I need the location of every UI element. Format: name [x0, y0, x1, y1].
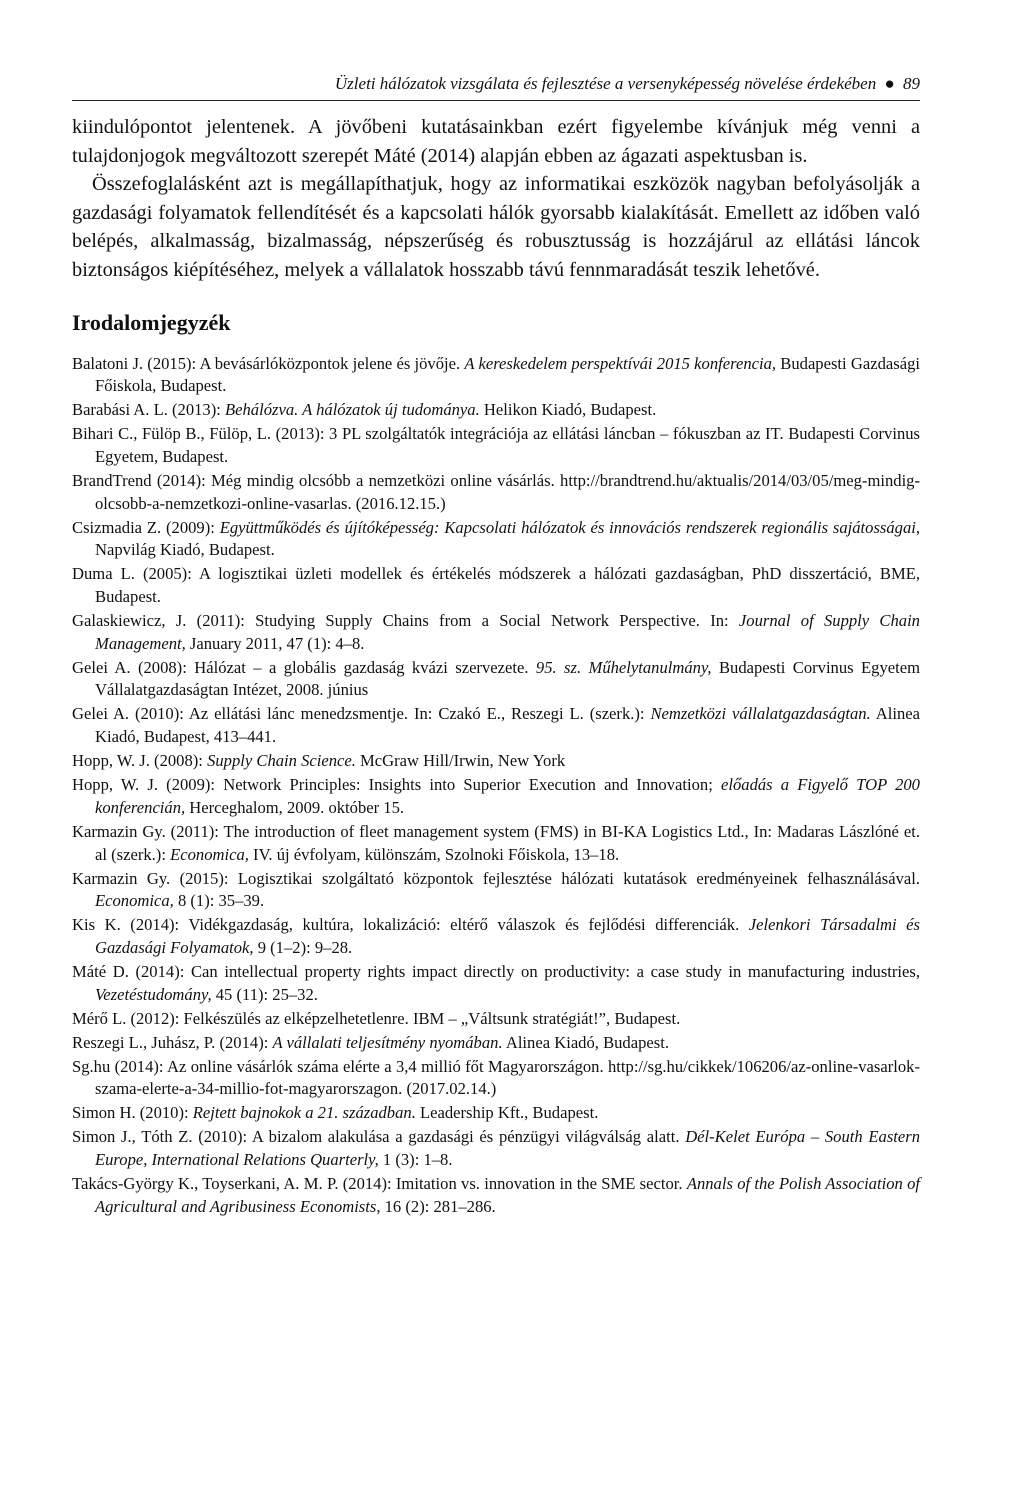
reference-text: Kis K. (2014): Vidékgazdaság, kultúra, lokalizáció: eltérő válaszok és fejlődési differenciák. [72, 915, 749, 935]
body-text [72, 113, 920, 285]
reference-item [72, 353, 920, 398]
paragraph-continuation: kiindulópontot jelentenek. A jövőbeni kutatásainkban ezért figyelembe kívánjuk még venni a tulajdonjogok megváltozott szerepét Máté (2014) alapján ebben az ágazati aspektusban is. [72, 116, 920, 167]
reference-text: Reszegi L., Juhász, P. (2014): [72, 1032, 273, 1052]
reference-text: IV. új évfolyam, különszám, Szolnoki Főiskola, 13–18. [248, 844, 620, 864]
reference-text: Csizmadia Z. (2009): [72, 517, 220, 537]
reference-text: Hopp, W. J. (2008): [72, 751, 208, 771]
reference-title: Economica, [95, 891, 174, 911]
reference-text: January 2011, 47 (1): 4–8. [185, 633, 365, 653]
reference-title: Dél-Kelet Európa – South Eastern Europe, International Relations Quarterly, [95, 1127, 921, 1170]
reference-item [72, 517, 920, 562]
reference-text: Gelei A. (2010): Az ellátási lánc menedzsmentje. In: Czakó E., Reszegi L. (szerk.): [72, 704, 651, 724]
document-page [72, 72, 920, 1220]
reference-text: 16 (2): 281–286. [380, 1196, 496, 1216]
reference-title: 95. sz. Műhelytanulmány, [535, 657, 712, 677]
bullet-icon: ● [884, 74, 895, 93]
reference-item [72, 1008, 920, 1031]
reference-item [72, 423, 920, 468]
reference-title: Vezetéstudomány, [95, 984, 212, 1004]
reference-text: Simon H. (2010): [72, 1103, 193, 1123]
reference-item [72, 750, 920, 773]
reference-text: 45 (11): 25–32. [211, 984, 318, 1004]
reference-title: előadás a Figyelő TOP 200 konferencián, [95, 775, 920, 817]
reference-title: Journal of Supply Chain Management, [95, 611, 920, 653]
reference-title: Nemzetközi vállalatgazdaságtan. [650, 704, 871, 724]
running-title: Üzleti hálózatok vizsgálata és fejlesztése a versenyképesség növelése érdekében [334, 74, 877, 93]
reference-item [72, 961, 920, 1006]
reference-title: Behálózva. A hálózatok új tudománya. [225, 400, 480, 420]
reference-text: BrandTrend (2014): Még mindig olcsóbb a nemzetközi online vásárlás. http://brandtrend.hu/aktualis/2014/03/05/meg-mindig-olcsobb-a-nemzetkozi-online-vasarlas. (2016.12.15.) [72, 470, 920, 513]
reference-item [72, 1032, 920, 1055]
reference-item [72, 1173, 920, 1218]
reference-text: Simon J., Tóth Z. (2010): A bizalom alakulása a gazdasági és pénzügyi világválság alatt. [72, 1127, 686, 1147]
reference-title: A kereskedelem perspektívái 2015 konferencia, [464, 353, 777, 373]
reference-title: Supply Chain Science. [207, 751, 356, 771]
reference-item [72, 868, 920, 913]
reference-title: Együttműködés és újítóképesség: Kapcsolati hálózatok és innovációs rendszerek regionális sajátosságai, [219, 517, 921, 537]
reference-text: Máté D. (2014): Can intellectual property rights impact directly on productivity: a case study in manufacturing industries, [72, 962, 920, 981]
reference-title: Rejtett bajnokok a 21. században. [192, 1103, 416, 1123]
references-heading: Irodalomjegyzék [72, 309, 231, 335]
reference-text: Mérő L. (2012): Felkészülés az elképzelhetetlenre. IBM – „Váltsunk stratégiát!”, Budapest. [72, 1008, 681, 1028]
reference-text: Leadership Kft., Budapest. [415, 1103, 599, 1123]
reference-text: Galaskiewicz, J. (2011): Studying Supply Chains from a Social Network Perspective. In: [72, 611, 739, 631]
reference-text: Karmazin Gy. (2011): The introduction of fleet management system (FMS) in BI-KA Logistics Ltd., In: Madaras Lászlóné et. al (szerk.): [72, 821, 920, 864]
reference-text: Gelei A. (2008): Hálózat – a globális gazdaság kvázi szervezete. [72, 657, 536, 677]
reference-text: Herceghalom, 2009. október 15. [185, 797, 405, 817]
reference-item [72, 914, 920, 959]
reference-title: Economica, [170, 844, 249, 864]
reference-item [72, 774, 920, 819]
reference-text: Budapesti Corvinus Egyetem Vállalatgazdaságtan Intézet, 2008. június [95, 657, 920, 700]
reference-text: 9 (1–2): 9–28. [253, 938, 353, 957]
reference-text: Balatoni J. (2015): A bevásárlóközpontok jelene és jövője. [72, 353, 465, 373]
reference-item [72, 610, 920, 655]
reference-text: Helikon Kiadó, Budapest. [479, 400, 657, 420]
reference-text: Alinea Kiadó, Budapest, 413–441. [95, 704, 920, 747]
reference-item [72, 1056, 920, 1101]
reference-text: Duma L. (2005): A logisztikai üzleti modellek és értékelés módszerek a hálózati gazdaságban, PhD disszertáció, BME, Budapest. [72, 564, 920, 607]
reference-text: Barabási A. L. (2013): [72, 400, 225, 420]
reference-text: Karmazin Gy. (2015): Logisztikai szolgáltató központok fejlesztése hálózati kutatások eredményeinek felhasználásával. [72, 868, 920, 888]
reference-text: Sg.hu (2014): Az online vásárlók száma elérte a 3,4 millió főt Magyarországon. http://sg.hu/cikkek/106206/az-online-vasarlok-szama-elerte-a-34-millio-fot-magyarorszagon. (2017.02.14.) [72, 1056, 920, 1099]
reference-text: 1 (3): 1–8. [378, 1150, 453, 1170]
reference-item [72, 1126, 920, 1171]
reference-item [72, 821, 920, 866]
reference-text: McGraw Hill/Irwin, New York [355, 751, 566, 771]
reference-title: Annals of the Polish Association of Agricultural and Agribusiness Economists, [95, 1174, 920, 1216]
reference-text: 8 (1): 35–39. [173, 891, 265, 911]
page-number: 89 [903, 74, 920, 93]
reference-item [72, 703, 920, 748]
reference-text: Budapesti Gazdasági Főiskola, Budapest. [95, 353, 920, 396]
reference-text: Napvilág Kiadó, Budapest. [95, 540, 275, 560]
reference-text: Hopp, W. J. (2009): Network Principles: Insights into Superior Execution and Innovation; [72, 775, 721, 795]
running-header [72, 72, 920, 101]
paragraph-summary: Összefoglalásként azt is megállapíthatjuk, hogy az informatikai eszközök nagyban befolyásolják a gazdasági folyamatok fellendítését és a kapcsolati hálók gyorsabb kialakítását. Emellett az időben való belépés, alkalmasság, bizalmasság, népszerűség és robusztusság is hozzájárul az ellátási láncok biztonságos kiépítéséhez, melyek a vállalatok hosszabb távú fennmaradását teszik lehetővé. [72, 173, 920, 281]
reference-list [72, 353, 920, 1219]
reference-title: A vállalati teljesítmény nyomában. [272, 1032, 503, 1052]
reference-item [72, 399, 920, 422]
reference-item [72, 470, 920, 515]
reference-title: Jelenkori Társadalmi és Gazdasági Folyamatok, [95, 915, 920, 957]
reference-item [72, 657, 920, 702]
reference-item [72, 1102, 920, 1125]
reference-text: Bihari C., Fülöp B., Fülöp, L. (2013): 3 PL szolgáltatók integrációja az ellátási láncban – fókuszban az IT. Budapesti Corvinus Egyetem, Budapest. [72, 424, 920, 466]
reference-text: Alinea Kiadó, Budapest. [502, 1032, 669, 1052]
reference-text: Takács-György K., Toyserkani, A. M. P. (2014): Imitation vs. innovation in the SME sector. [72, 1174, 687, 1194]
reference-item [72, 563, 920, 608]
